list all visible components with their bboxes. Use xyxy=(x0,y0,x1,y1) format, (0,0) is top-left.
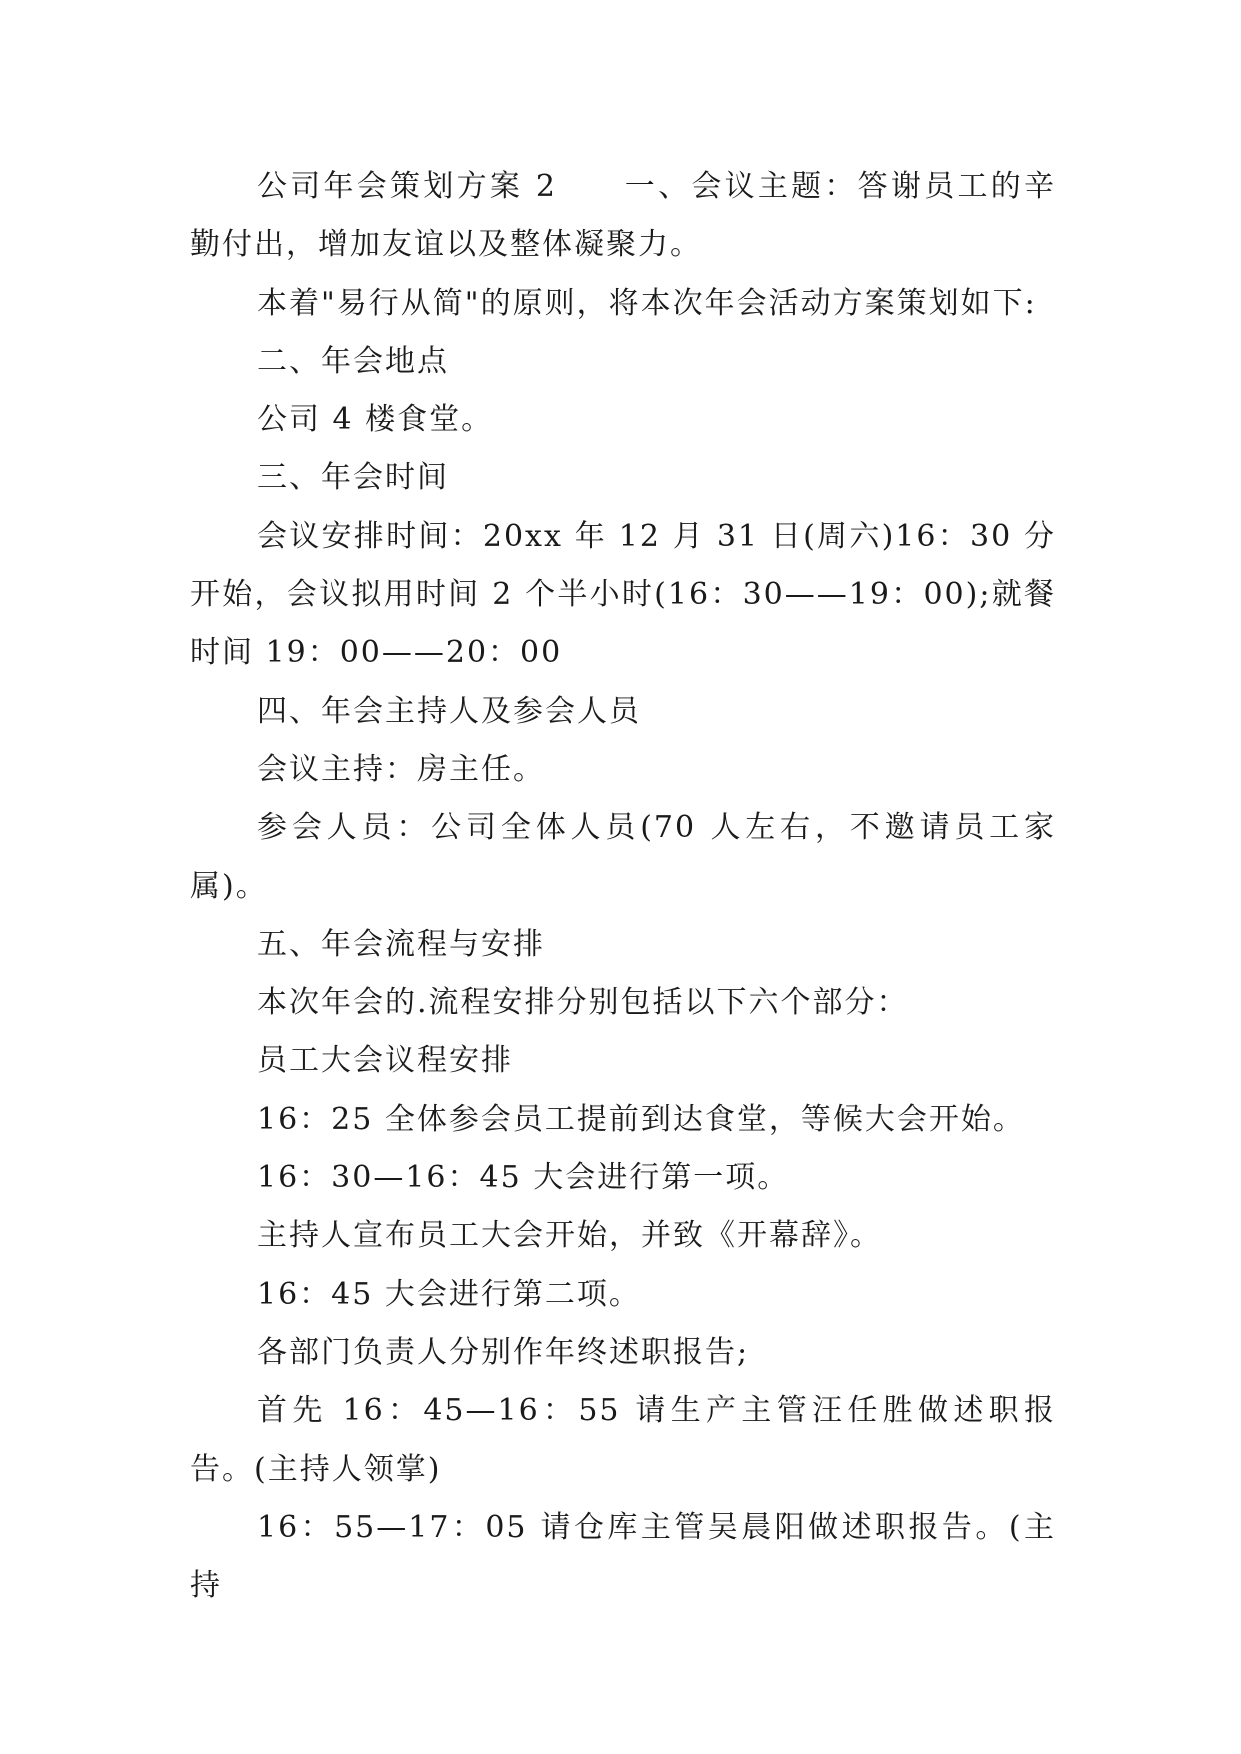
paragraph-host: 会议主持：房主任。 xyxy=(257,751,545,787)
paragraph-venue: 公司 4 楼食堂。 xyxy=(257,402,494,438)
heading-host-attendees: 四、年会主持人及参会人员 xyxy=(257,693,641,729)
paragraph-report-production: 首先 16：45—16：55 请生产主管汪任胜做述职报告。(主持人领掌) xyxy=(190,1393,1056,1487)
paragraph-reports: 各部门负责人分别作年终述职报告; xyxy=(257,1334,750,1370)
paragraph-time: 会议安排时间：20xx 年 12 月 31 日(周六)16：30 分开始，会议拟用时间 2 个半小时(16：30——19：00);就餐时间 19：00——20：00 xyxy=(190,518,1056,671)
paragraph-agenda-1625: 16：25 全体参会员工提前到达食堂，等候大会开始。 xyxy=(257,1101,1025,1137)
document-body xyxy=(190,158,1056,1615)
paragraph-report-warehouse: 16：55—17：05 请仓库主管吴晨阳做述职报告。(主持 xyxy=(190,1509,1056,1604)
heading-time: 三、年会时间 xyxy=(257,460,449,496)
paragraph-process-intro: 本次年会的.流程安排分别包括以下六个部分： xyxy=(257,985,909,1021)
paragraph-agenda-title: 员工大会议程安排 xyxy=(257,1043,513,1079)
paragraph-agenda-1645: 16：45 大会进行第二项。 xyxy=(257,1276,641,1312)
paragraph-agenda-1630: 16：30—16：45 大会进行第一项。 xyxy=(257,1160,790,1196)
heading-venue: 二、年会地点 xyxy=(257,343,449,379)
paragraph-opening-speech: 主持人宣布员工大会开始，并致《开幕辞》。 xyxy=(257,1218,882,1254)
paragraph-principle: 本着"易行从简"的原则，将本次年会活动方案策划如下: xyxy=(257,285,1037,321)
paragraph-meeting-theme: 公司年会策划方案 2 一、会议主题：答谢员工的辛勤付出，增加友谊以及整体凝聚力。 xyxy=(190,169,1056,263)
heading-process: 五、年会流程与安排 xyxy=(257,926,545,962)
paragraph-attendees: 参会人员：公司全体人员(70 人左右，不邀请员工家属)。 xyxy=(190,810,1056,904)
